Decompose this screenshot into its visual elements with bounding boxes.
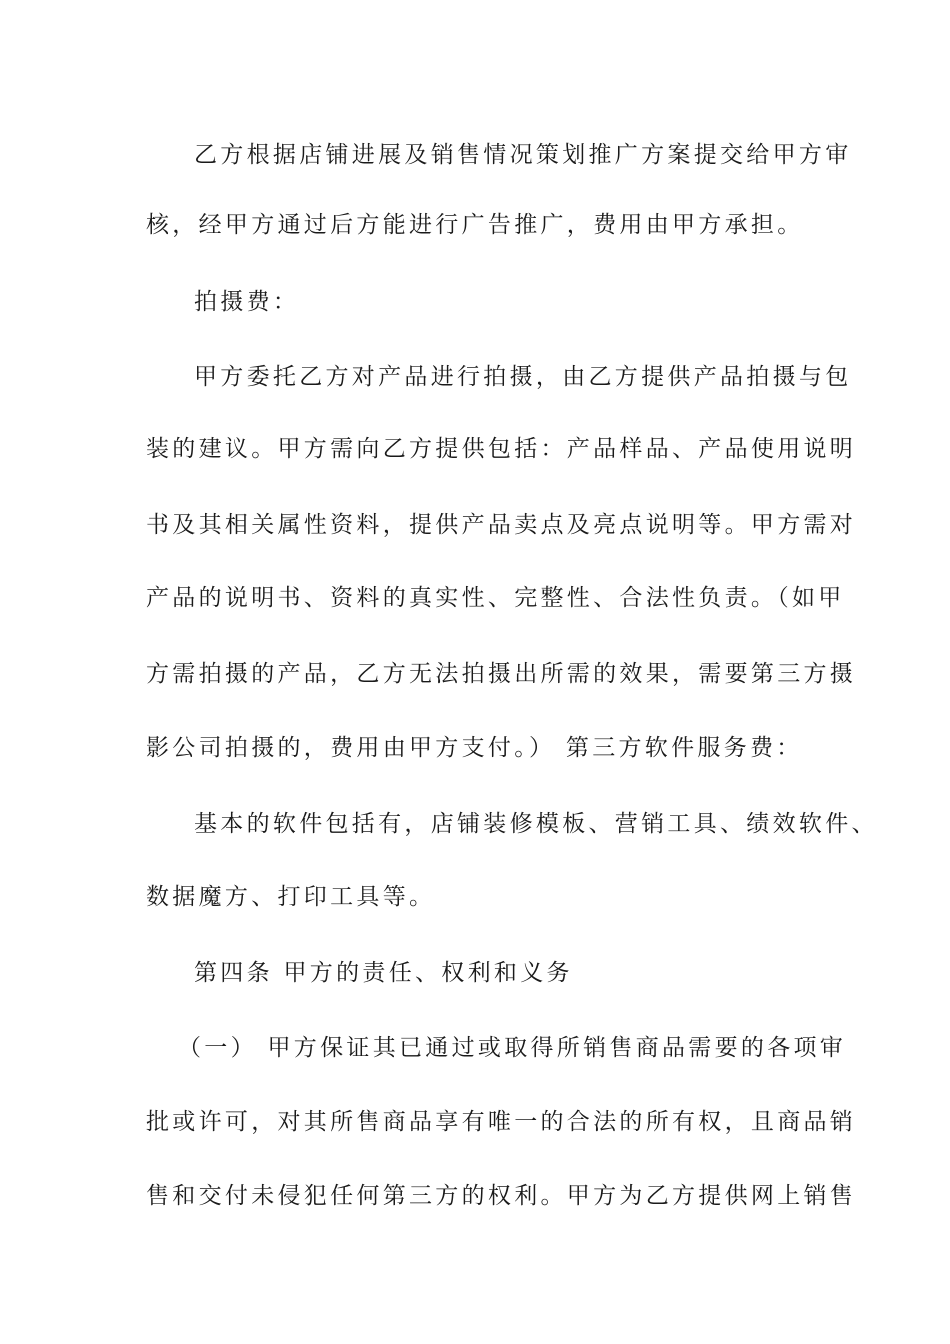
list-item-line: （一） 甲方保证其已通过或取得所销售商品需要的各项审 xyxy=(178,1035,847,1061)
paragraph-line: 方需拍摄的产品，乙方无法拍摄出所需的效果，需要第三方摄 xyxy=(146,661,857,687)
paragraph-line: 售和交付未侵犯任何第三方的权利。甲方为乙方提供网上销售 xyxy=(146,1183,857,1209)
paragraph-line: 影公司拍摄的，费用由甲方支付。） 第三方软件服务费： xyxy=(146,735,803,761)
paragraph-line: 乙方根据店铺进展及销售情况策划推广方案提交给甲方审 xyxy=(194,142,852,168)
article-heading: 第四条 甲方的责任、权利和义务 xyxy=(194,960,573,986)
paragraph-line: 装的建议。甲方需向乙方提供包括：产品样品、产品使用说明 xyxy=(146,436,857,462)
paragraph-line: 基本的软件包括有，店铺装修模板、营销工具、绩效软件、 xyxy=(194,811,878,837)
paragraph-line: 数据魔方、打印工具等。 xyxy=(146,884,436,910)
paragraph-line: 书及其相关属性资料，提供产品卖点及亮点说明等。甲方需对 xyxy=(146,512,857,538)
section-heading: 拍摄费： xyxy=(194,289,300,315)
paragraph-line: 核，经甲方通过后方能进行广告推广，费用由甲方承担。 xyxy=(146,212,804,238)
paragraph-line: 批或许可，对其所售商品享有唯一的合法的所有权，且商品销 xyxy=(146,1109,857,1135)
paragraph-line: 产品的说明书、资料的真实性、完整性、合法性负责。（如甲 xyxy=(146,585,845,611)
paragraph-line: 甲方委托乙方对产品进行拍摄，由乙方提供产品拍摄与包 xyxy=(194,364,852,390)
